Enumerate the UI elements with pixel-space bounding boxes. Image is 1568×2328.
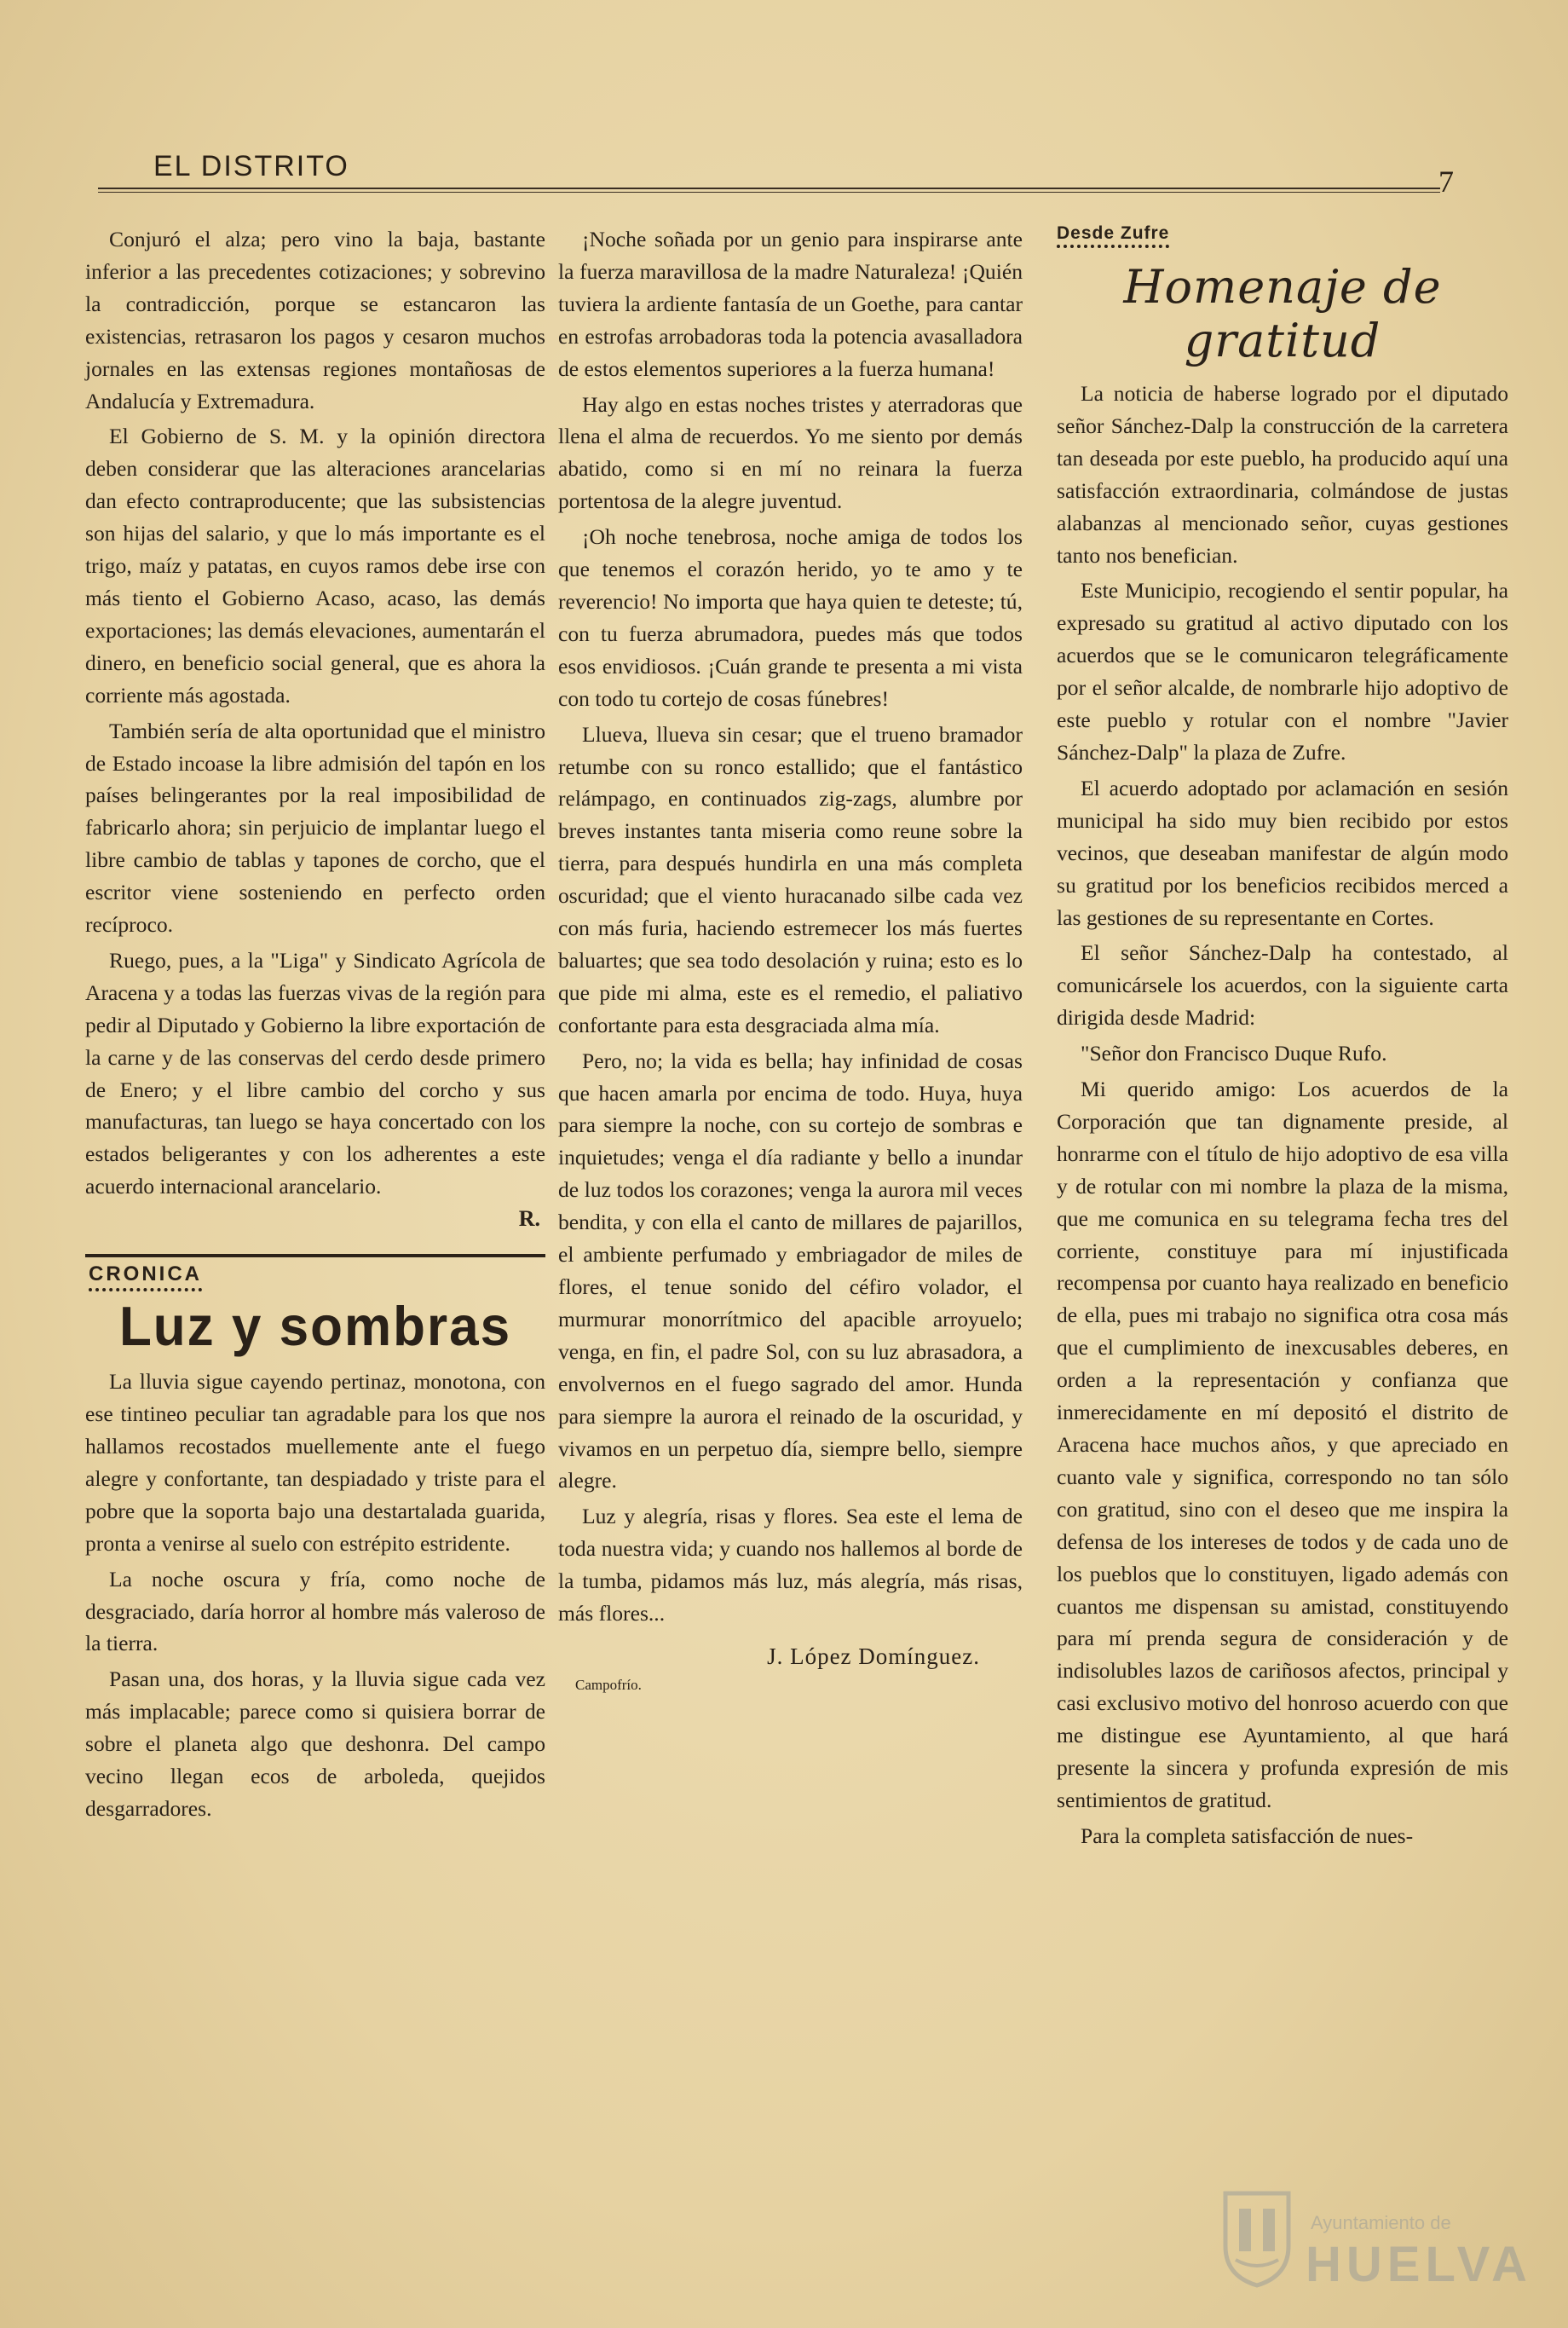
article-paragraph: El Gobierno de S. M. y la opinión directora deben considerar que las alteraciones arancelarias dan efecto contraproducente; que las subsistencias son hijas del salario, y que lo más importante es el trigo, maíz y patatas, en cuyos ramos debe irse con más tiento el Gobierno Acaso, acaso, las demás exportaciones; las demás elevaciones, aumentarán el dinero, en beneficio social general, que es ahora la corriente más agostada. xyxy=(85,424,545,708)
article-paragraph: La noticia de haberse logrado por el diputado señor Sánchez-Dalp la construcción de la carretera tan deseada por este pueblo, ha producido aquí una satisfacción extraordinaria, colmándose de justas alabanzas al mencionado señor, cuyas gestiones tanto nos benefician. xyxy=(1057,381,1508,568)
column-1 xyxy=(85,223,545,1828)
article-paragraph: La noche oscura y fría, como noche de desgraciado, daría horror al hombre más valeroso de la tierra. xyxy=(85,1566,545,1656)
article-paragraph: ¡Oh noche tenebrosa, noche amiga de todos los que tenemos el corazón herido, yo te amo y te reverencio! No importa que haya quien te deteste; tú, con tu fuerza abrumadora, puedes más que todos esos envidiosos. ¡Cuán grande te presenta a mi vista con todo tu cortejo de cosas fúnebres! xyxy=(558,524,1023,711)
section-kicker: CRONICA xyxy=(89,1262,202,1291)
watermark-line1: Ayuntamiento de xyxy=(1311,2212,1451,2233)
article-paragraph: El señor Sánchez-Dalp ha contestado, al comunicársele los acuerdos, con la siguiente carta dirigida desde Madrid: xyxy=(1057,940,1508,1031)
section-kicker: Desde Zufre xyxy=(1057,223,1169,248)
article-signature: R. xyxy=(518,1206,540,1232)
author-signature: J. López Domínguez. xyxy=(767,1643,980,1669)
article-paragraph: Pasan una, dos horas, y la lluvia sigue cada vez más implacable; parece como si quisiera borrar de sobre el planeta algo que deshonra. Del campo vecino llegan ecos de arboleda, quejidos desgarradores. xyxy=(85,1667,545,1821)
article-paragraph: Llueva, llueva sin cesar; que el trueno bramador retumbe con su ronco estallido; que el fantástico relámpago, en continuados zig-zags, alumbre por breves instantes tanta miseria como reune sobre la tierra, para después hundirla en una más completa oscuridad; que el viento huracanado silbe cada vez con más furia, haciendo estremecer los más fuertes baluartes; que sea todo desolación y ruina; esto es lo que pide mi alma, este es el remedio, el paliativo confortante para esta desgraciada alma mía. xyxy=(558,721,1023,1037)
article-paragraph: Hay algo en estas noches tristes y aterradoras que llena el alma de recuerdos. Yo me siento por demás abatido, como si en mí no reinara la fuerza portentosa de la alegre juventud. xyxy=(558,391,1023,514)
article-paragraph: Ruego, pues, a la "Liga" y Sindicato Agrícola de Aracena y a todas las fuerzas vivas de la región para pedir al Diputado y Gobierno la libre exportación de la carne y de las conservas del cerdo desde primero de Enero; y el libre cambio del corcho y sus manufacturas, tan luego se haya concertado con los estados beligerantes y con los adherentes a este acuerdo internacional arancelario. xyxy=(85,947,545,1199)
article-paragraph: ¡Noche soñada por un genio para inspirarse ante la fuerza maravillosa de la madre Naturaleza! ¡Quién tuviera la ardiente fantasía de un Goethe, para cantar en estrofas arrobadoras toda la potencia avasalladora de estos elementos superiores a la fuerza humana! xyxy=(558,227,1023,381)
header-rule xyxy=(98,188,1440,193)
article-title: Homenaje de gratitud xyxy=(1123,260,1442,367)
article-paragraph: El acuerdo adoptado por aclamación en sesión municipal ha sido muy bien recibido por estos vecinos, que deseaban manifestar de algún modo su gratitud por los beneficios recibidos merced a las gestiones de su representante en Cortes. xyxy=(1057,775,1508,930)
dateline-place: Campofrío. xyxy=(575,1676,642,1693)
article-paragraph: La lluvia sigue cayendo pertinaz, monotona, con ese tintineo peculiar tan agradable para los que nos hallamos recostados muellemente ante el fuego alegre y confortante, tan despiadado y triste para el pobre que la soporta bajo una destartalada guarida, pronta a venirse al suelo con estrépito estridente. xyxy=(85,1369,545,1556)
article-paragraph: Pero, no; la vida es bella; hay infinidad de cosas que hacen amarla por encima de todo. Huya, huya para siempre la noche, con su cortejo de sombras e inquietudes; venga el día radiante y bello a inundar de luz todos los corazones; venga la aurora mil veces bendita, y con ella el canto de millares de pajarillos, el ambiente perfumado y embriagador de miles de flores, el tenue sonido del céfiro volador, el murmurar monorrítmico del apacible arroyuelo; venga, en fin, el padre Sol, con su luz abrasadora, a envolvernos en el fuego sagrado del amor. Hunda para siempre la aurora el reinado de la oscuridad, y vivamos en un perpetuo día, siempre bello, siempre alegre. xyxy=(558,1048,1023,1493)
article-paragraph: "Señor don Francisco Duque Rufo. xyxy=(1081,1041,1387,1066)
coat-of-arms-icon xyxy=(1219,2186,1295,2289)
newspaper-title: EL DISTRITO xyxy=(153,150,349,182)
article-paragraph: Luz y alegría, risas y flores. Sea este el lema de toda nuestra vida; y cuando nos hallemos al borde de la tumba, pidamos más luz, más alegría, más risas, más flores... xyxy=(558,1504,1023,1626)
article-title: Luz y sombras xyxy=(118,1296,512,1358)
section-divider xyxy=(85,1254,545,1257)
article-paragraph: Para la completa satisfacción de nues- xyxy=(1081,1823,1414,1848)
column-2 xyxy=(558,223,1023,1694)
page-number: 7 xyxy=(1438,165,1454,199)
article-paragraph: Este Municipio, recogiendo el sentir popular, ha expresado su gratitud al activo diputado con los acuerdos que se le comunicaron telegráficamente por el señor alcalde, de nombrarle hijo adoptivo de este pueblo y rotular con el nombre "Javier Sánchez-Dalp" la plaza de Zufre. xyxy=(1057,578,1508,765)
article-paragraph: Mi querido amigo: Los acuerdos de la Corporación que tan dignamente preside, al honrarme con el título de hijo adoptivo de esa villa y de rotular con mi nombre la plaza de la misma, que me comunica en su telegrama fecha tres del corriente, constituye para mí injustificada recompensa por cuanto haya realizado en beneficio de ella, pues mi trabajo no significa otra cosa más que el cumplimiento de inexcusables deberes, en orden a la representación y confianza que inmerecidamente en mí depositó el distrito de Aracena hace muchos años, y que apreciado en cuanto vale y significa, correspondo no tan sólo con gratitud, sino con el deseo que me inspira la defensa de los intereses de todos y de cada uno de los pueblos que lo constituyen, ligado además con cuantos me dispensan su amistad, constituyendo para mí prenda segura de consideración y de indisolubles lazos de cariñosos afectos, principal y casi exclusivo motivo del honroso acuerdo con que me distingue ese Ayuntamiento, al que hará presente la sincera y profunda expresión de mis sentimientos de gratitud. xyxy=(1057,1077,1508,1812)
column-3 xyxy=(1057,223,1508,1856)
article-paragraph: Conjuró el alza; pero vino la baja, bastante inferior a las precedentes cotizaciones; y sobrevino la contradicción, porque se estancaron las existencias, retrasaron los pagos y cesaron muchos jornales en las extensas regiones montañosas de Andalucía y Extremadura. xyxy=(85,227,545,413)
watermark-line2: HUELVA xyxy=(1306,2237,1532,2292)
archive-watermark xyxy=(1219,2186,1542,2306)
article-paragraph: También sería de alta oportunidad que el ministro de Estado incoase la libre admisión del tapón en los países belingerantes por la real imposibilidad de fabricarlo ahora; sin perjuicio de implantar luego el libre cambio de tablas y tapones de corcho, que el escritor viene sosteniendo en perfecto orden recíproco. xyxy=(85,718,545,938)
